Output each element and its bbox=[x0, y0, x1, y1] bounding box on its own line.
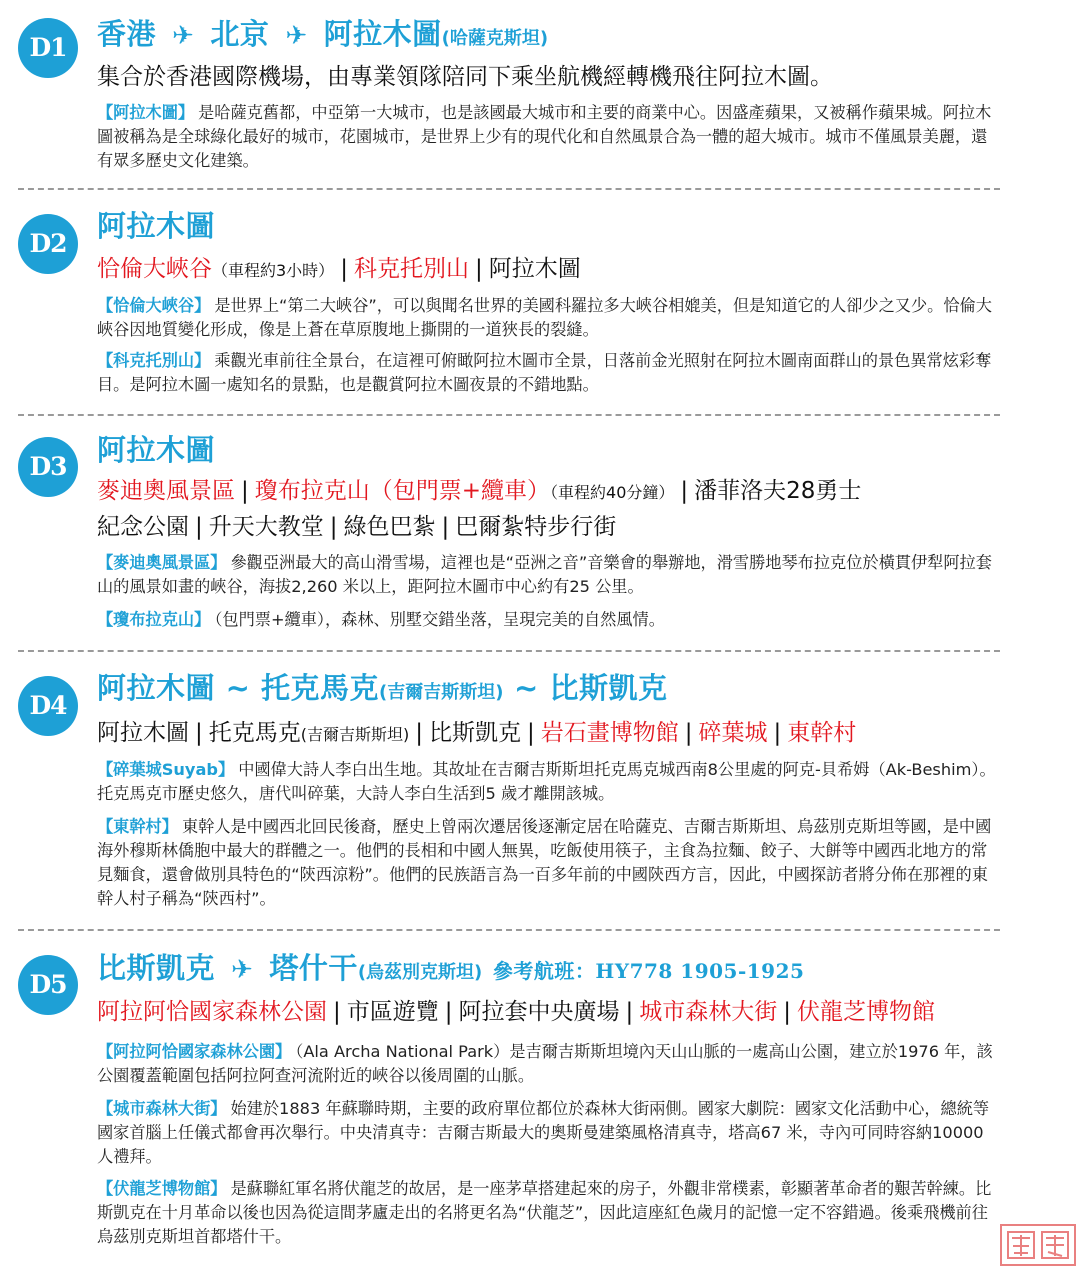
route-stop: 托克馬克 bbox=[208, 720, 301, 746]
day-badge: D1 bbox=[18, 18, 78, 78]
title-origin: 香港 bbox=[97, 17, 157, 51]
route-separator: | bbox=[340, 256, 348, 282]
route-stop: 岩石畫博物館 bbox=[540, 720, 679, 746]
route-stop: 碎葉城 bbox=[698, 720, 768, 746]
paragraph-label: 【阿拉木圖】 bbox=[97, 103, 195, 122]
title-destination: 塔什干 bbox=[269, 951, 358, 985]
route-separator: | bbox=[680, 478, 689, 504]
day-route bbox=[97, 716, 856, 752]
route-separator: | bbox=[329, 514, 338, 540]
description-paragraph bbox=[97, 349, 1003, 397]
day-route bbox=[97, 995, 935, 1029]
route-note: （車程約40分鐘） bbox=[550, 483, 675, 502]
day-title: 阿拉木圖 bbox=[97, 433, 216, 467]
day-route: 集合於香港國際機場，由專業領隊陪同下乘坐航機經轉機飛往阿拉木圖。 bbox=[97, 64, 833, 90]
paragraph-text: 中國偉大詩人李白出生地。其故址在吉爾吉斯斯坦托克馬克城西南8公里處的阿克-貝希姆（Ak-Beshim）。托克馬克市歷史悠久，唐代叫碎葉，大詩人李白生活到5 歲才離開該城。 bbox=[97, 760, 996, 803]
route-note: (吉爾吉斯斯坦) bbox=[300, 725, 410, 744]
route-stop: 紀念公園 bbox=[97, 514, 189, 540]
route-separator: | bbox=[444, 999, 453, 1025]
plane-icon: ✈ bbox=[285, 21, 308, 51]
paragraph-label: 【科克托別山】 bbox=[97, 351, 211, 370]
route-separator: | bbox=[684, 720, 693, 746]
route-separator: | bbox=[415, 720, 423, 746]
paragraph-text: 東幹人是中國西北回民後裔，歷史上曾兩次遷居後逐漸定居在哈薩克、吉爾吉斯斯坦、烏茲別克斯坦等國，是中國海外穆斯林僑胞中最大的群體之一。他們的長相和中國人無異，吃飯使用筷子，主食為拉麵、餃子、大餅等中國西北地方的常見麵食，還會做別具特色的“陝西涼粉”。他們的民族語言為一百多年前的中國陝西方言，因此，中國探訪者將分佈在那裡的東幹人村子稱為“陝西村”。 bbox=[97, 817, 992, 908]
paragraph-text: 乘觀光車前往全景台，在這裡可俯瞰阿拉木圖市全景，日落前金光照射在阿拉木圖南面群山的景色異常炫彩奪目。是阿拉木圖一處知名的景點，也是觀賞阿拉木圖夜景的不錯地點。 bbox=[97, 351, 992, 394]
route-stop: 巴爾紮特步行街 bbox=[455, 514, 617, 540]
route-stop: 市區遊覽 bbox=[346, 999, 439, 1025]
plane-icon: ✈ bbox=[172, 21, 195, 51]
route-stop: 阿拉木圖 bbox=[97, 720, 189, 746]
day-title bbox=[97, 950, 804, 991]
route-stop: 麥迪奧風景區 bbox=[97, 478, 235, 504]
description-paragraph bbox=[97, 608, 1003, 632]
day-badge: D4 bbox=[18, 676, 78, 736]
route-stop: 綠色巴紮 bbox=[343, 514, 436, 540]
paragraph-label: 【城市森林大街】 bbox=[97, 1099, 227, 1118]
route-stop: 比斯凱克 bbox=[429, 720, 521, 746]
route-separator: | bbox=[474, 256, 483, 282]
route-stop: 瓊布拉克山（包門票+纜車） bbox=[254, 478, 551, 504]
route-note: （車程約3小時） bbox=[212, 261, 335, 280]
title-destination: ~ 比斯凱克 bbox=[503, 671, 668, 705]
section-divider bbox=[18, 414, 1000, 416]
day-title bbox=[97, 16, 548, 57]
day-route-continued bbox=[97, 510, 616, 544]
description-paragraph bbox=[97, 815, 1003, 911]
title-transit: 北京 bbox=[210, 17, 270, 51]
day-badge: D2 bbox=[18, 214, 78, 274]
day-badge: D5 bbox=[18, 955, 78, 1015]
route-stop: 城市森林大街 bbox=[639, 999, 778, 1025]
paragraph-label: 【阿拉阿恰國家森林公園】 bbox=[97, 1042, 292, 1061]
paragraph-label: 【伏龍芝博物館】 bbox=[97, 1179, 227, 1198]
route-stop: 升天大教堂 bbox=[208, 514, 324, 540]
title-destination: 阿拉木圖 bbox=[323, 17, 442, 51]
flight-reference: 參考航班：HY778 1905-1925 bbox=[492, 959, 805, 983]
description-paragraph bbox=[97, 1040, 1003, 1088]
paragraph-text: （包門票+纜車），森林、別墅交錯坐落，呈現完美的自然風情。 bbox=[214, 610, 665, 629]
description-paragraph bbox=[97, 551, 1003, 599]
paragraph-label: 【瓊布拉克山】 bbox=[97, 610, 211, 629]
section-divider bbox=[18, 929, 1000, 931]
route-separator: | bbox=[195, 720, 203, 746]
description-paragraph bbox=[97, 294, 1003, 342]
paragraph-text: 參觀亞洲最大的高山滑雪場，這裡也是“亞洲之音”音樂會的舉辦地，滑雪勝地琴布拉克位於橫貫伊犁阿拉套山的風景如畫的峽谷，海拔2,260 米以上，距阿拉木圖市中心約有25 公里。 bbox=[97, 553, 992, 596]
plane-icon: ✈ bbox=[231, 955, 254, 985]
paragraph-label: 【碎葉城Suyab】 bbox=[97, 760, 235, 779]
day-route bbox=[97, 474, 861, 510]
route-separator: | bbox=[625, 999, 634, 1025]
description-paragraph bbox=[97, 758, 1003, 806]
seal-stamp-graphic bbox=[1002, 1226, 1074, 1264]
route-separator: | bbox=[441, 514, 450, 540]
day-badge: D3 bbox=[18, 437, 78, 497]
route-stop: 阿拉木圖 bbox=[488, 256, 581, 282]
route-stop: 恰倫大峽谷 bbox=[97, 256, 212, 282]
route-separator: | bbox=[195, 514, 203, 540]
paragraph-text: 是蘇聯紅軍名將伏龍芝的故居，是一座茅草搭建起來的房子，外觀非常樸素，彰顯著革命者的艱苦幹練。比斯凱克在十月革命以後也因為從這間茅廬走出的名將更名為“伏龍芝”，因此這座紅色歲月的記憶一定不容錯過。後乘飛機前往烏茲別克斯坦首都塔什干。 bbox=[97, 1179, 992, 1246]
title-origin: 比斯凱克 bbox=[97, 951, 216, 985]
paragraph-text: 始建於1883 年蘇聯時期，主要的政府單位都位於森林大街兩側。國家大劇院：國家文化活動中心，總統等國家首腦上任儀式都會再次舉行。中央清真寺：吉爾吉斯最大的奧斯曼建築風格清真寺，塔高67 米，寺內可同時容納10000 人禮拜。 bbox=[97, 1099, 990, 1166]
route-stop: 科克托別山 bbox=[353, 256, 469, 282]
title-country: (吉爾吉斯斯坦) bbox=[379, 682, 504, 703]
seal-stamp-icon bbox=[1000, 1224, 1076, 1266]
description-paragraph bbox=[97, 101, 1003, 173]
paragraph-label: 【東幹村】 bbox=[97, 817, 178, 836]
day-route bbox=[97, 252, 581, 288]
paragraph-label: 【麥迪奧風景區】 bbox=[97, 553, 227, 572]
paragraph-label: 【恰倫大峽谷】 bbox=[97, 296, 211, 315]
section-divider bbox=[18, 650, 1000, 652]
route-separator: | bbox=[773, 720, 782, 746]
paragraph-text: 是世界上“第二大峽谷”，可以與聞名世界的美國科羅拉多大峽谷相媲美，但是知道它的人卻少之又少。恰倫大峽谷因地質變化形成，像是上蒼在草原腹地上撕開的一道狹長的裂縫。 bbox=[97, 296, 992, 339]
route-separator: | bbox=[241, 478, 249, 504]
description-paragraph bbox=[97, 1177, 1003, 1249]
route-separator: | bbox=[333, 999, 341, 1025]
route-stop: 東幹村 bbox=[787, 720, 857, 746]
day-title: 阿拉木圖 bbox=[97, 209, 216, 243]
paragraph-text: 是哈薩克舊都，中亞第一大城市，也是該國最大城市和主要的商業中心。因盛產蘋果，又被稱作蘋果城。阿拉木圖被稱為是全球綠化最好的城市，花園城市，是世界上少有的現代化和自然風景合為一體的超大城市。城市不僅風景美麗，還有眾多歷史文化建築。 bbox=[97, 103, 992, 170]
route-stop: 阿拉套中央廣場 bbox=[458, 999, 620, 1025]
description-paragraph bbox=[97, 1097, 1003, 1169]
section-divider bbox=[18, 188, 1000, 190]
route-separator: | bbox=[783, 999, 791, 1025]
paragraph-text: （Ala Archa National Park）是吉爾吉斯斯坦境內天山山脈的一處高山公園，建立於1976 年，該公園覆蓋範圍包括阿拉阿查河流附近的峽谷以後周圍的山脈。 bbox=[97, 1042, 993, 1085]
route-separator: | bbox=[527, 720, 535, 746]
day-title bbox=[97, 670, 667, 711]
title-country: (哈薩克斯坦) bbox=[441, 28, 549, 49]
route-stop: 伏龍芝博物館 bbox=[797, 999, 935, 1025]
route-stop: 阿拉阿恰國家森林公園 bbox=[97, 999, 327, 1025]
route-stop: 潘菲洛夫28勇士 bbox=[694, 478, 862, 504]
title-country: (烏茲別克斯坦) bbox=[357, 962, 483, 983]
title-route: 阿拉木圖 ~ 托克馬克 bbox=[97, 671, 379, 705]
